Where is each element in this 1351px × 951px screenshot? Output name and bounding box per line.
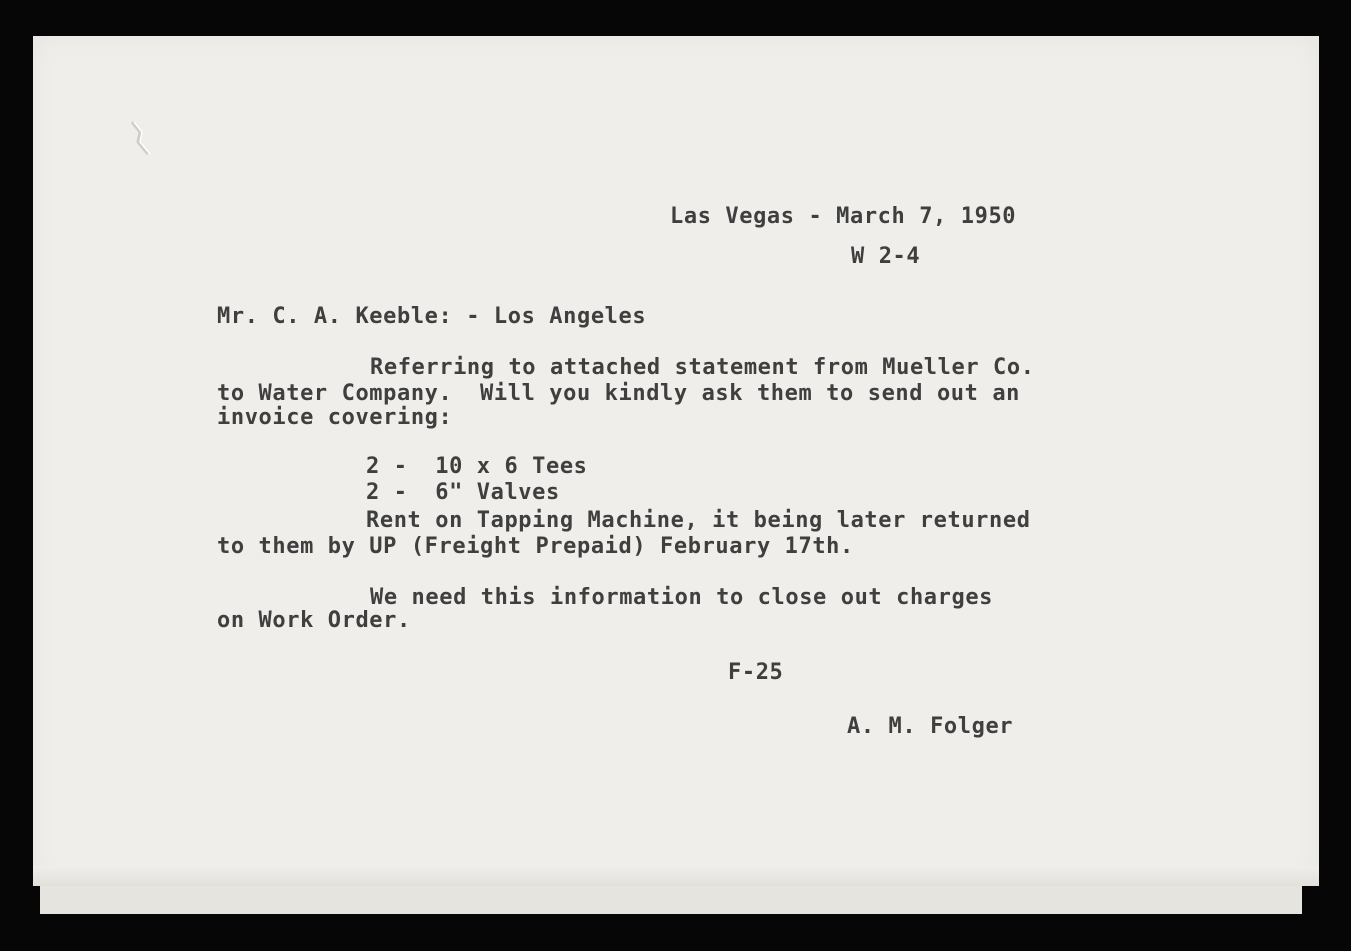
item-line-2: 2 - 6" Valves xyxy=(366,480,560,505)
paper-crease-mark xyxy=(128,118,152,158)
item-line-1: 2 - 10 x 6 Tees xyxy=(366,454,588,479)
item-line-4: to them by UP (Freight Prepaid) February 17th. xyxy=(217,534,854,559)
closing-line-2: on Work Order. xyxy=(217,608,411,633)
body-line-1: Referring to attached statement from Mueller Co. xyxy=(370,355,1035,380)
paper-bottom-edge xyxy=(33,866,1319,886)
body-line-2: to Water Company. Will you kindly ask them to send out an xyxy=(217,381,1021,406)
addressee: Mr. C. A. Keeble: - Los Angeles xyxy=(217,304,647,329)
closing-line-1: We need this information to close out charges xyxy=(370,585,994,610)
reference-code: F-25 xyxy=(728,660,784,685)
file-reference: W 2-4 xyxy=(851,244,921,269)
item-line-3: Rent on Tapping Machine, it being later returned xyxy=(366,508,1031,533)
body-line-3: invoice covering: xyxy=(217,405,453,430)
dateline: Las Vegas - March 7, 1950 xyxy=(670,204,1017,229)
signature-line: A. M. Folger xyxy=(847,714,1014,739)
paper-sheet xyxy=(33,36,1319,886)
